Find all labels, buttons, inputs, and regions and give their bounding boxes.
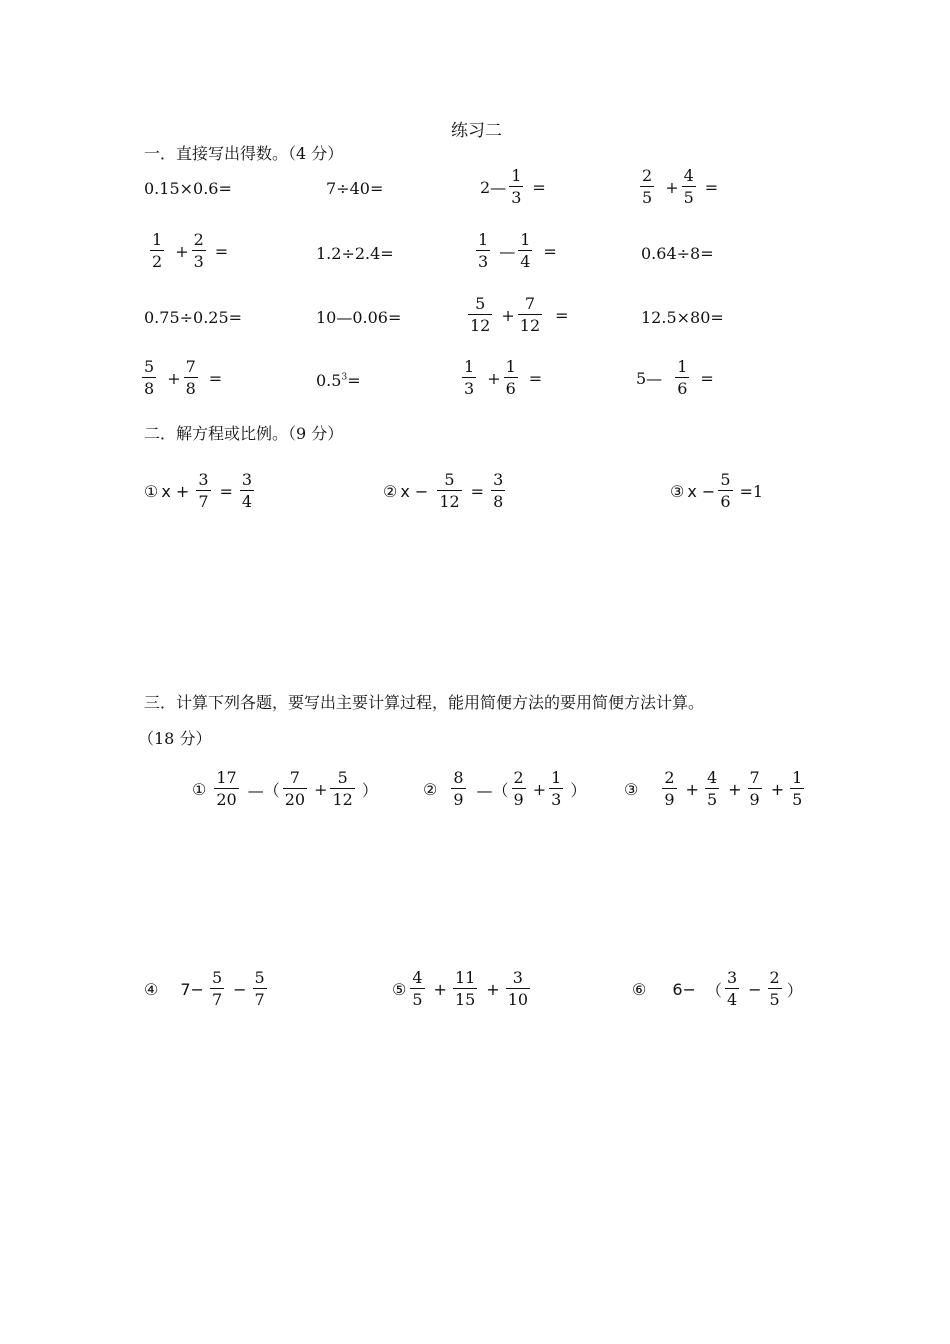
fraction: $\frac{11}{15}$ <box>454 968 476 1009</box>
fraction: $\frac{5}{6}$ <box>720 470 731 511</box>
fraction: $\frac{1}{5}$ <box>792 768 803 809</box>
problem-12: 12.5×80= <box>641 308 724 327</box>
problem-5: $\frac{1}{2}$ + $\frac{2}{3}$ = <box>152 230 229 271</box>
fraction: $\frac{2}{5}$ <box>769 968 780 1009</box>
problem-1: 0.15×0.6= <box>144 179 232 198</box>
equation-2: ② x − $\frac{5}{12}$ = $\frac{3}{8}$ <box>383 470 504 511</box>
fraction: $\frac{2}{5}$ <box>642 166 653 207</box>
fraction: $\frac{1}{3}$ <box>551 768 562 809</box>
calc-5: ⑤ $\frac{4}{5}$ + $\frac{11}{15}$ + $\frac{3}{10}$ <box>392 968 529 1009</box>
fraction: $\frac{5}{7}$ <box>254 968 265 1009</box>
fraction: $\frac{1}{2}$ <box>152 230 163 271</box>
problem-8: 0.64÷8= <box>641 244 714 263</box>
fraction: $\frac{2}{9}$ <box>513 768 524 809</box>
fraction: $\frac{5}{12}$ <box>439 470 460 511</box>
fraction: $\frac{7}{8}$ <box>185 357 196 398</box>
problem-7: $\frac{1}{3}$ — $\frac{1}{4}$ = <box>478 230 557 271</box>
fraction: $\frac{2}{3}$ <box>193 230 204 271</box>
calc-4: ④ 7− $\frac{5}{7}$ − $\frac{5}{7}$ <box>144 968 265 1009</box>
calc-1: ① $\frac{17}{20}$ —（ $\frac{7}{20}$ + $\frac{5}{12}$ ） <box>192 768 378 809</box>
problem-9: 0.75÷0.25= <box>144 308 243 327</box>
fraction: $\frac{1}{4}$ <box>520 230 531 271</box>
fraction: $\frac{3}{4}$ <box>726 968 738 1009</box>
problem-2: 7÷40= <box>326 179 384 198</box>
fraction: $\frac{1}{3}$ <box>511 166 522 207</box>
fraction: $\frac{1}{6}$ <box>505 357 516 398</box>
fraction: $\frac{2}{9}$ <box>664 768 675 809</box>
fraction: $\frac{5}{12}$ <box>332 768 353 809</box>
fraction: $\frac{3}{4}$ <box>241 470 253 511</box>
problem-16: 5— $\frac{1}{6}$ = <box>636 357 714 398</box>
fraction: $\frac{3}{7}$ <box>198 470 209 511</box>
problem-10: 10—0.06= <box>316 308 402 327</box>
section3-heading: 三．计算下列各题，要写出主要计算过程，能用简便方法的要用简便方法计算。 <box>144 693 705 712</box>
fraction: $\frac{1}{3}$ <box>478 230 489 271</box>
problem-4: $\frac{2}{5}$ + $\frac{4}{5}$ = <box>642 166 719 207</box>
fraction: $\frac{17}{20}$ <box>216 768 237 809</box>
fraction: $\frac{1}{3}$ <box>464 357 475 398</box>
fraction: $\frac{4}{5}$ <box>412 968 423 1009</box>
fraction: $\frac{7}{20}$ <box>284 768 306 809</box>
fraction: $\frac{5}{8}$ <box>144 357 155 398</box>
section1-heading: 一．直接写出得数。（4 分） <box>144 144 344 163</box>
equation-3: ③ x − $\frac{5}{6}$ =1 <box>670 470 764 511</box>
problem-3: 2— $\frac{1}{3}$ = <box>480 166 546 207</box>
fraction: $\frac{3}{10}$ <box>507 968 529 1009</box>
fraction: $\frac{5}{7}$ <box>211 968 223 1009</box>
fraction: $\frac{4}{5}$ <box>683 166 694 207</box>
fraction: $\frac{8}{9}$ <box>453 768 464 809</box>
problem-13: $\frac{5}{8}$ + $\frac{7}{8}$ = <box>144 357 223 398</box>
problem-6: 1.2÷2.4= <box>316 244 394 263</box>
section3-points: （18 分） <box>138 729 212 748</box>
fraction: $\frac{7}{12}$ <box>519 294 541 335</box>
problem-15: $\frac{1}{3}$ + $\frac{1}{6}$ = <box>464 357 543 398</box>
section2-heading: 二．解方程或比例。（9 分） <box>144 424 344 443</box>
fraction: $\frac{1}{6}$ <box>677 357 688 398</box>
problem-14: $0.5^3=$ <box>316 371 361 390</box>
fraction: $\frac{3}{8}$ <box>493 470 504 511</box>
fraction: $\frac{5}{12}$ <box>470 294 491 335</box>
calc-2: ② $\frac{8}{9}$ —（ $\frac{2}{9}$ + $\frac{1}{3}$ ） <box>423 768 587 809</box>
page-title: 练习二 <box>451 121 502 141</box>
fraction: $\frac{4}{5}$ <box>706 768 718 809</box>
equation-1: ① x + $\frac{3}{7}$ = $\frac{3}{4}$ <box>144 470 253 511</box>
problem-11: $\frac{5}{12}$ + $\frac{7}{12}$ = <box>470 294 569 335</box>
calc-6: ⑥ 6− （ $\frac{3}{4}$ − $\frac{2}{5}$ ） <box>632 968 803 1009</box>
fraction: $\frac{7}{9}$ <box>749 768 760 809</box>
calc-3: ③ $\frac{2}{9}$ + $\frac{4}{5}$ + $\frac{7}{9}$ + $\frac{1}{5}$ <box>624 768 803 809</box>
